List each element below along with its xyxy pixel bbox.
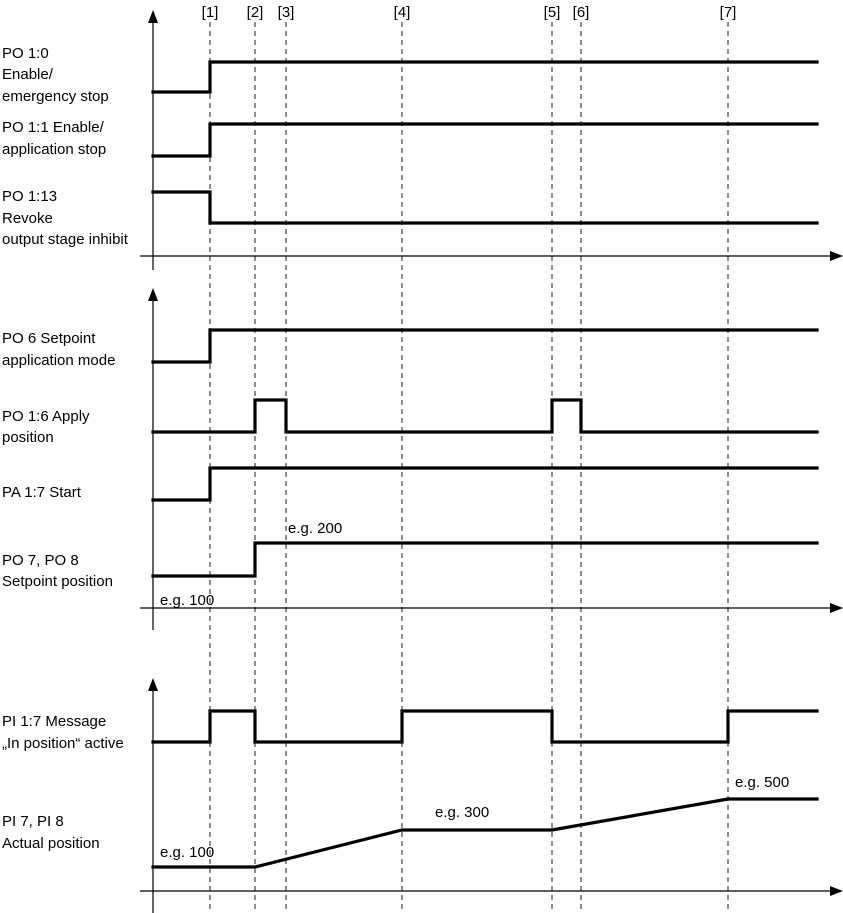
trace-po-7-8 (153, 543, 817, 576)
signal-label-po-1-13-line-1: PO 1:13 (2, 188, 58, 205)
group-2-y-axis-arrow (148, 288, 158, 301)
trace-po-1-6 (153, 400, 817, 432)
signal-label-pa-1-7-line-1: PA 1:7 Start (2, 484, 81, 501)
signal-label-po-7-8-line-1: PO 7, PO 8 (2, 552, 79, 569)
marker-label-7: [7] (719, 4, 737, 21)
trace-po-1-0 (153, 62, 817, 92)
signal-label-po-7-8 (2, 552, 113, 590)
signal-label-pi-7-8-line-1: PI 7, PI 8 (2, 813, 64, 830)
signal-label-po-1-0-line-3: emergency stop (2, 88, 109, 105)
signal-label-po-6-line-2: application mode (2, 352, 116, 369)
setpoint-value-high: e.g. 200 (288, 520, 343, 537)
trace-pi-1-7 (153, 711, 817, 742)
marker-label-1: [1] (201, 4, 219, 21)
trace-po-1-13 (153, 192, 817, 223)
signal-label-pi-1-7-line-2: „In position“ active (2, 735, 124, 752)
signal-label-po-1-6 (2, 408, 94, 446)
trace-po-1-1 (153, 124, 817, 156)
trace-pa-1-7 (153, 468, 817, 500)
actual-position-value-2: e.g. 300 (435, 804, 490, 821)
signal-label-po-1-0-line-1: PO 1:0 (2, 45, 49, 62)
actual-position-value-1: e.g. 100 (160, 844, 215, 861)
signal-label-po-1-0 (2, 45, 109, 105)
signal-label-po-1-13-line-2: Revoke (2, 210, 53, 227)
signal-label-po-1-13 (2, 188, 129, 248)
signal-label-po-1-1 (2, 119, 108, 158)
signal-label-po-1-0-line-2: Enable/ (2, 66, 53, 83)
setpoint-value-low: e.g. 100 (160, 592, 215, 609)
group-2-axes (140, 288, 843, 630)
marker-label-5: [5] (543, 4, 561, 21)
trace-po-6 (153, 330, 817, 362)
signal-label-pi-7-8 (2, 813, 100, 852)
marker-label-6: [6] (572, 4, 590, 21)
signal-label-pi-1-7-line-1: PI 1:7 Message (2, 713, 107, 730)
signal-label-pi-1-7 (2, 713, 124, 752)
group-3-time-axis-arrow (830, 886, 843, 896)
group-3-y-axis-arrow (148, 678, 158, 691)
signal-label-po-6 (2, 330, 115, 369)
signal-label-po-6-line-1: PO 6 Setpoint (2, 330, 96, 347)
actual-position-value-3: e.g. 500 (735, 774, 790, 791)
marker-labels (202, 4, 737, 21)
signal-label-po-1-13-line-3: output stage inhibit (2, 231, 128, 248)
group-1-time-axis-arrow (830, 251, 843, 261)
marker-label-4: [4] (393, 4, 411, 21)
signal-label-pi-7-8-line-2: Actual position (2, 835, 100, 852)
marker-label-2: [2] (246, 4, 264, 21)
signal-label-pa-1-7 (2, 484, 82, 501)
signal-label-po-7-8-line-2: Setpoint position (2, 573, 113, 590)
group-2-time-axis-arrow (830, 603, 843, 613)
marker-label-3: [3] (277, 4, 295, 21)
group-1-axes (140, 10, 843, 270)
signal-label-po-1-1-line-2: application stop (2, 141, 107, 158)
group-1-y-axis-arrow (148, 10, 158, 23)
signal-label-po-1-1-line-1: PO 1:1 Enable/ (2, 119, 104, 136)
group-3-axes (140, 678, 843, 913)
signal-label-po-1-6-line-2: position (2, 429, 54, 446)
signal-label-po-1-6-line-1: PO 1:6 Apply (2, 408, 90, 425)
signal-labels (2, 45, 129, 852)
marker-guides (210, 22, 728, 910)
signal-traces (153, 62, 817, 867)
